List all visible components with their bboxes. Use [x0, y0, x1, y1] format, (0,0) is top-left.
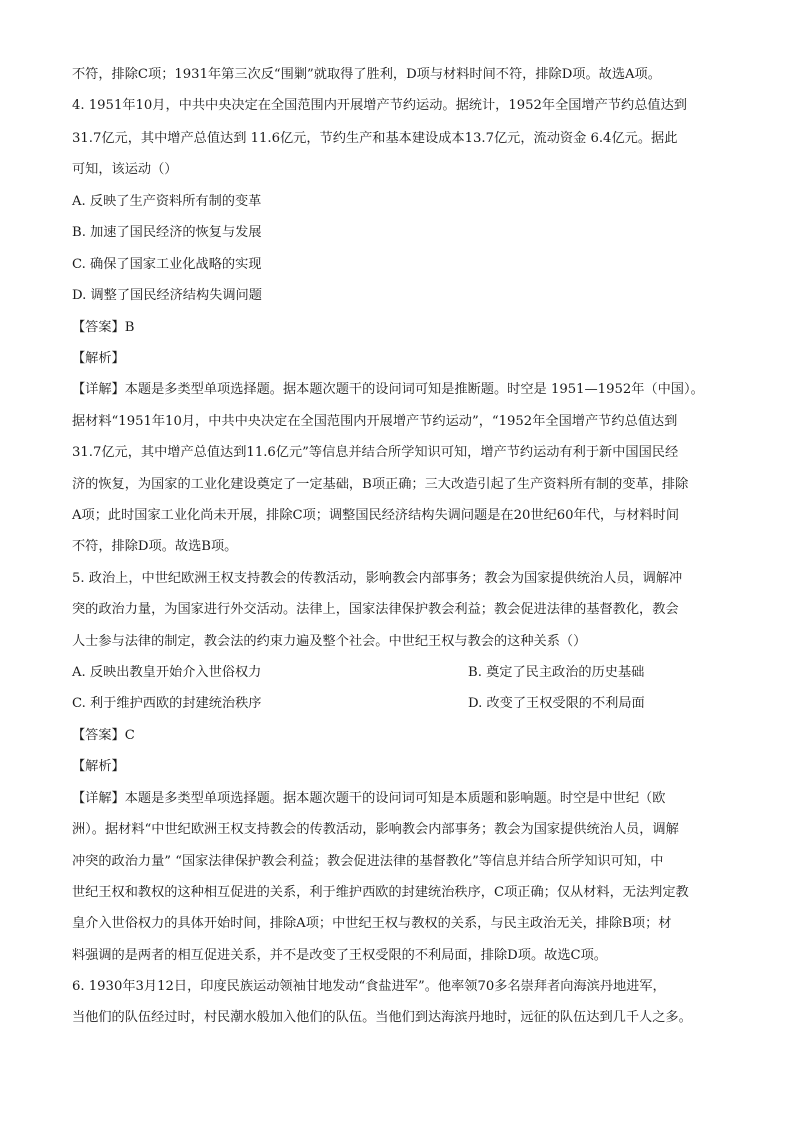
question-6-stem: 6. 1930年3月12日，印度民族运动领袖甘地发动“食盐进军”。他率领70多名崇拜者向海滨丹地进军， [72, 979, 666, 994]
answer-label: 【答案】C [72, 728, 135, 743]
explanation-line: 冲突的政治力量” “国家法律保护教会利益；教会促进法律的基督教化”等信息并结合所学知识可知，中 [72, 854, 664, 869]
explanation-line: 31.7亿元，其中增产总值达到11.6亿元”等信息并结合所学知识可知，增产节约运动有利于新中国国民经 [72, 445, 679, 460]
analysis-label: 【解析】 [72, 759, 125, 774]
explanation-line: 【详解】本题是多类型单项选择题。据本题次题干的设问词可知是本质题和影响题。时空是中世纪（欧 [72, 791, 666, 806]
text-line: 31.7亿元，其中增产总值达到 11.6亿元，节约生产和基本建设成本13.7亿元，流动资金 6.4亿元。据此 [72, 131, 678, 146]
explanation-line: 洲）。据材料“中世纪欧洲王权支持教会的传教活动，影响教会内部事务；教会为国家提供统治人员，调解 [72, 822, 679, 837]
text-line: 当他们的队伍经过时，村民潮水般加入他们的队伍。当他们到达海滨丹地时，远征的队伍达到几千人之多。 [72, 1010, 692, 1025]
options-row [72, 663, 722, 683]
text-line: 突的政治力量，为国家进行外交活动。法律上，国家法律保护教会利益；教会促进法律的基督教化，教会 [72, 602, 679, 617]
options-row [72, 694, 722, 714]
option-b: B. 奠定了民主政治的历史基础 [468, 665, 645, 680]
question-4-stem: 4. 1951年10月，中共中央决定在全国范围内开展增产节约运动。据统计，1952年全国增产节约总值达到 [72, 98, 687, 113]
analysis-label: 【解析】 [72, 351, 125, 366]
answer-label: 【答案】B [72, 320, 135, 335]
option-a: A. 反映出教皇开始介入世俗权力 [72, 665, 262, 680]
explanation-line: 不符，排除D项。故选B项。 [72, 539, 238, 554]
explanation-line: 济的恢复，为国家的工业化建设奠定了一定基础，B项正确；三大改造引起了生产资料所有制的变革，排除 [72, 477, 689, 492]
explanation-line: A项；此时国家工业化尚未开展，排除C项；调整国民经济结构失调问题是在20世纪60年代，与材料时间 [72, 508, 680, 523]
option-c: C. 确保了国家工业化战略的实现 [72, 257, 262, 272]
explanation-line: 料强调的是两者的相互促进关系，并不是改变了王权受限的不利局面，排除D项。故选C项。 [72, 948, 607, 963]
option-d: D. 调整了国民经济结构失调问题 [72, 288, 262, 303]
explanation-line: 【详解】本题是多类型单项选择题。据本题次题干的设问词可知是推断题。时空是 1951—1952年（中国）。 [72, 382, 704, 397]
question-5-stem: 5. 政治上，中世纪欧洲王权支持教会的传教活动，影响教会内部事务；教会为国家提供统治人员，调解冲 [72, 571, 683, 586]
text-line: 可知，该运动（） [72, 162, 178, 177]
text-line: 人士参与法律的制定，教会法的约束力遍及整个社会。中世纪王权与教会的这种关系（） [72, 634, 587, 649]
option-b: B. 加速了国民经济的恢复与发展 [72, 225, 262, 240]
text-line: 不符，排除C项；1931年第三次反“围剿”就取得了胜利，D项与材料时间不符，排除D项。故选A项。 [72, 67, 661, 82]
explanation-line: 据材料“1951年10月，中共中央决定在全国范围内开展增产节约运动”，“1952年全国增产节约总值达到 [72, 414, 678, 429]
explanation-line: 世纪王权和教权的这种相互促进的关系，利于维护西欧的封建统治秩序，C项正确；仅从材料，无法判定教 [72, 885, 689, 900]
option-c: C. 利于维护西欧的封建统治秩序 [72, 696, 262, 711]
option-a: A. 反映了生产资料所有制的变革 [72, 194, 262, 209]
option-d: D. 改变了王权受限的不利局面 [468, 696, 645, 711]
explanation-line: 皇介入世俗权力的具体开始时间，排除A项；中世纪王权与教权的关系，与民主政治无关，排除B项；材 [72, 916, 672, 931]
